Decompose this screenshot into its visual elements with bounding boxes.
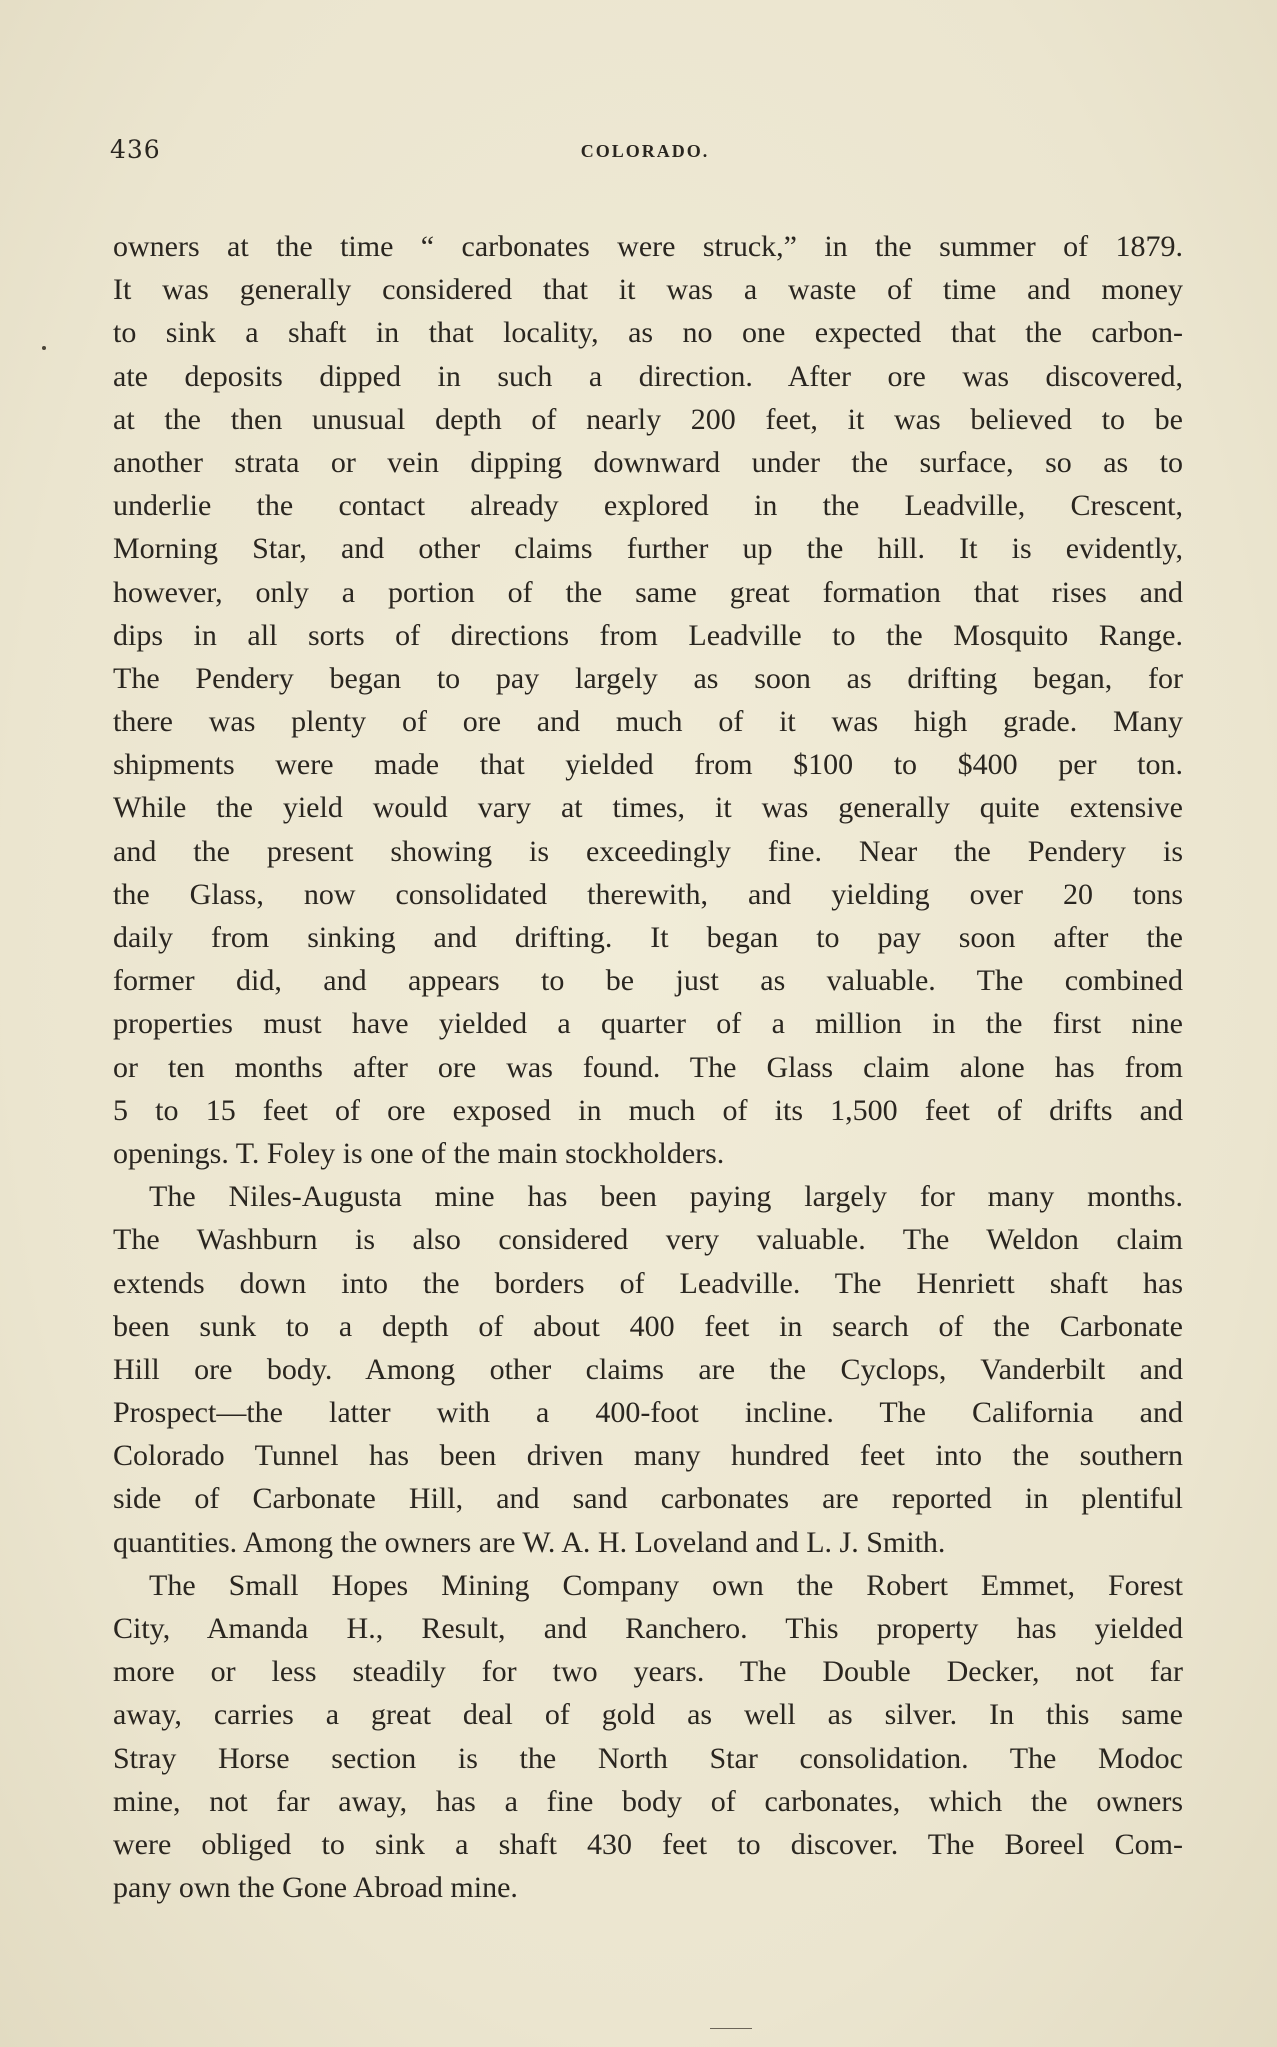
footer-rule [710, 2028, 752, 2029]
body-text [113, 225, 1183, 1909]
text-line: quantities. Among the owners are W. A. H. Loveland and L. J. Smith. [113, 1525, 946, 1559]
margin-ink-dot [42, 346, 46, 350]
text-line: however, only a portion of the same great formation that rises and [113, 575, 1183, 609]
text-line: Stray Horse section is the North Star consolidation. The Modoc [113, 1741, 1183, 1775]
text-line: daily from sinking and drifting. It began to pay soon after the [113, 921, 1183, 954]
text-line: or ten months after ore was found. The Glass claim alone has from [113, 1050, 1183, 1084]
text-line: 5 to 15 feet of ore exposed in much of its 1,500 feet of drifts and [113, 1093, 1183, 1127]
text-line: to sink a shaft in that locality, as no one expected that the carbon- [113, 316, 1183, 350]
text-line: Hill ore body. Among other claims are the Cyclops, Vanderbilt and [113, 1352, 1183, 1386]
text-line: been sunk to a depth of about 400 feet in search of the Carbonate [113, 1309, 1183, 1343]
text-line: owners at the time “ carbonates were struck,” in the summer of 1879. [113, 230, 1183, 263]
paragraph [113, 225, 1183, 1175]
text-line: openings. T. Foley is one of the main stockholders. [113, 1136, 725, 1170]
text-line: While the yield would vary at times, it was generally quite extensive [113, 791, 1183, 825]
running-title: COLORADO. [580, 141, 710, 161]
text-line: The Washburn is also considered very valuable. The Weldon claim [113, 1223, 1183, 1257]
page-header [110, 135, 1180, 175]
text-line: Morning Star, and other claims further up the hill. It is evidently, [113, 532, 1183, 566]
text-line: Colorado Tunnel has been driven many hundred feet into the southern [113, 1439, 1183, 1473]
text-line: former did, and appears to be just as valuable. The combined [113, 964, 1183, 998]
text-line: ate deposits dipped in such a direction. After ore was discovered, [113, 359, 1183, 393]
text-line: dips in all sorts of directions from Leadville to the Mosquito Range. [113, 618, 1183, 652]
text-line: properties must have yielded a quarter of a million in the first nine [113, 1007, 1183, 1041]
paragraph [113, 1175, 1183, 1564]
text-line: another strata or vein dipping downward under the surface, so as to [113, 445, 1183, 479]
paragraph [113, 1564, 1183, 1910]
text-line: pany own the Gone Abroad mine. [113, 1871, 518, 1905]
text-line: Prospect—the latter with a 400-foot incline. The California and [113, 1396, 1183, 1430]
text-line: side of Carbonate Hill, and sand carbonates are reported in plentiful [113, 1482, 1183, 1516]
page-number: 436 [110, 135, 161, 164]
text-line: mine, not far away, has a fine body of carbonates, which the owners [113, 1784, 1183, 1818]
text-line: the Glass, now consolidated therewith, and yielding over 20 tons [113, 877, 1183, 911]
text-line: away, carries a great deal of gold as well as silver. In this same [113, 1698, 1183, 1732]
text-line: It was generally considered that it was a waste of time and money [113, 273, 1183, 307]
text-line: extends down into the borders of Leadville. The Henriett shaft has [113, 1266, 1183, 1300]
text-line: more or less steadily for two years. The Double Decker, not far [113, 1655, 1183, 1689]
text-line: City, Amanda H., Result, and Ranchero. This property has yielded [113, 1612, 1183, 1645]
text-line: underlie the contact already explored in the Leadville, Crescent, [113, 489, 1183, 523]
text-line: at the then unusual depth of nearly 200 feet, it was believed to be [113, 402, 1183, 436]
text-line: The Niles-Augusta mine has been paying largely for many months. [149, 1180, 1183, 1214]
text-line: The Small Hopes Mining Company own the Robert Emmet, Forest [149, 1568, 1183, 1602]
text-line: shipments were made that yielded from $100 to $400 per ton. [113, 748, 1183, 782]
text-line: and the present showing is exceedingly fine. Near the Pendery is [113, 834, 1183, 868]
text-line: there was plenty of ore and much of it was high grade. Many [113, 705, 1183, 739]
text-line: The Pendery began to pay largely as soon as drifting began, for [113, 661, 1183, 695]
text-line: were obliged to sink a shaft 430 feet to discover. The Boreel Com- [113, 1827, 1183, 1861]
